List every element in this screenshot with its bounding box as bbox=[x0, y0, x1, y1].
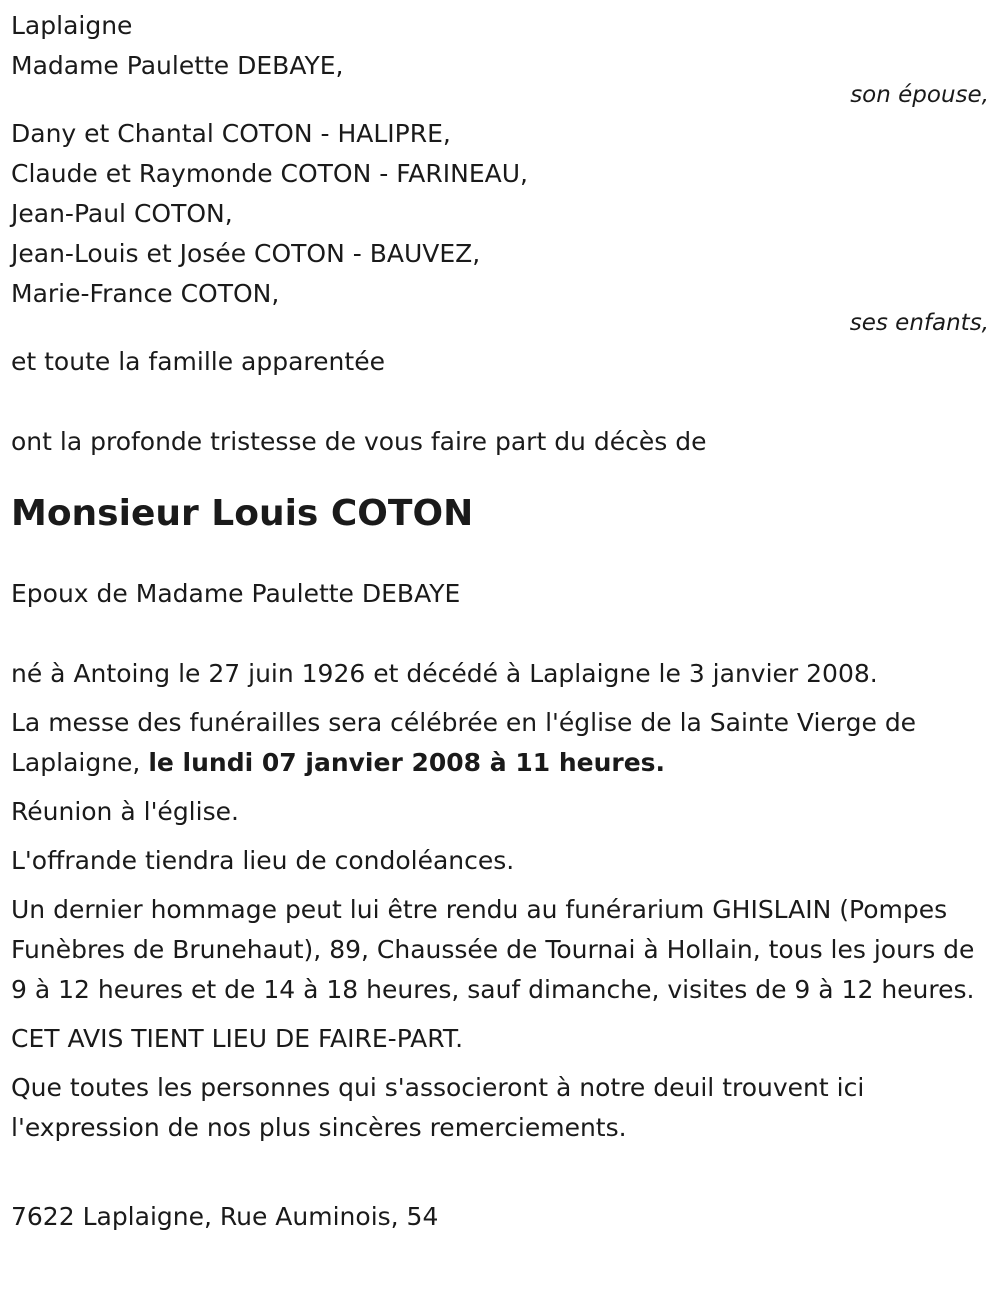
deceased-name: Monsieur Louis COTON bbox=[11, 493, 474, 534]
address-line: 7622 Laplaigne, Rue Auminois, 54 bbox=[11, 1202, 439, 1231]
funeral-mass-intro: La messe des funérailles sera célébrée en l'église de la Sainte Vierge de Laplaigne, bbox=[11, 708, 917, 777]
birth-death-line: né à Antoing le 27 juin 1926 et décédé à Laplaigne le 3 janvier 2008. bbox=[11, 659, 878, 688]
spacer bbox=[11, 614, 989, 654]
relatives-line: et toute la famille apparentée bbox=[11, 347, 385, 376]
child-entry: Claude et Raymonde COTON - FARINEAU, bbox=[11, 159, 528, 188]
spouse-name: Madame Paulette DEBAYE, bbox=[11, 51, 344, 80]
thanks-paragraph: Que toutes les personnes qui s'associeront à notre deuil trouvent ici l'expression de nos plus sincères remerciements. bbox=[11, 1073, 865, 1142]
child-entry: Marie-France COTON, bbox=[11, 279, 280, 308]
spacer bbox=[11, 382, 989, 422]
obituary-notice bbox=[11, 6, 989, 1237]
funeral-mass-datetime: le lundi 07 janvier 2008 à 11 heures. bbox=[148, 748, 666, 777]
funeral-mass bbox=[11, 703, 989, 783]
children-role: ses enfants, bbox=[849, 310, 989, 336]
spouse-role: son épouse, bbox=[850, 82, 989, 108]
offering-line: L'offrande tiendra lieu de condoléances. bbox=[11, 846, 515, 875]
family-place: Laplaigne bbox=[11, 11, 133, 40]
child-entry: Jean-Louis et Josée COTON - BAUVEZ, bbox=[11, 239, 481, 268]
child-entry: Jean-Paul COTON, bbox=[11, 199, 233, 228]
tribute-paragraph: Un dernier hommage peut lui être rendu au funérarium GHISLAIN (Pompes Funèbres de Brunehaut), 89, Chaussée de Tournai à Hollain, tous les jours de 9 à 12 heures et de 14 à 18 heures, sauf dimanche, visites de 9 à 12 heures. bbox=[11, 895, 975, 1004]
deceased-spouse-of: Epoux de Madame Paulette DEBAYE bbox=[11, 579, 461, 608]
meeting-line: Réunion à l'église. bbox=[11, 797, 239, 826]
child-entry: Dany et Chantal COTON - HALIPRE, bbox=[11, 119, 451, 148]
spacer bbox=[11, 1157, 989, 1197]
children-list bbox=[11, 114, 989, 314]
notice-line: CET AVIS TIENT LIEU DE FAIRE-PART. bbox=[11, 1024, 464, 1053]
announcement-line: ont la profonde tristesse de vous faire part du décès de bbox=[11, 427, 707, 456]
